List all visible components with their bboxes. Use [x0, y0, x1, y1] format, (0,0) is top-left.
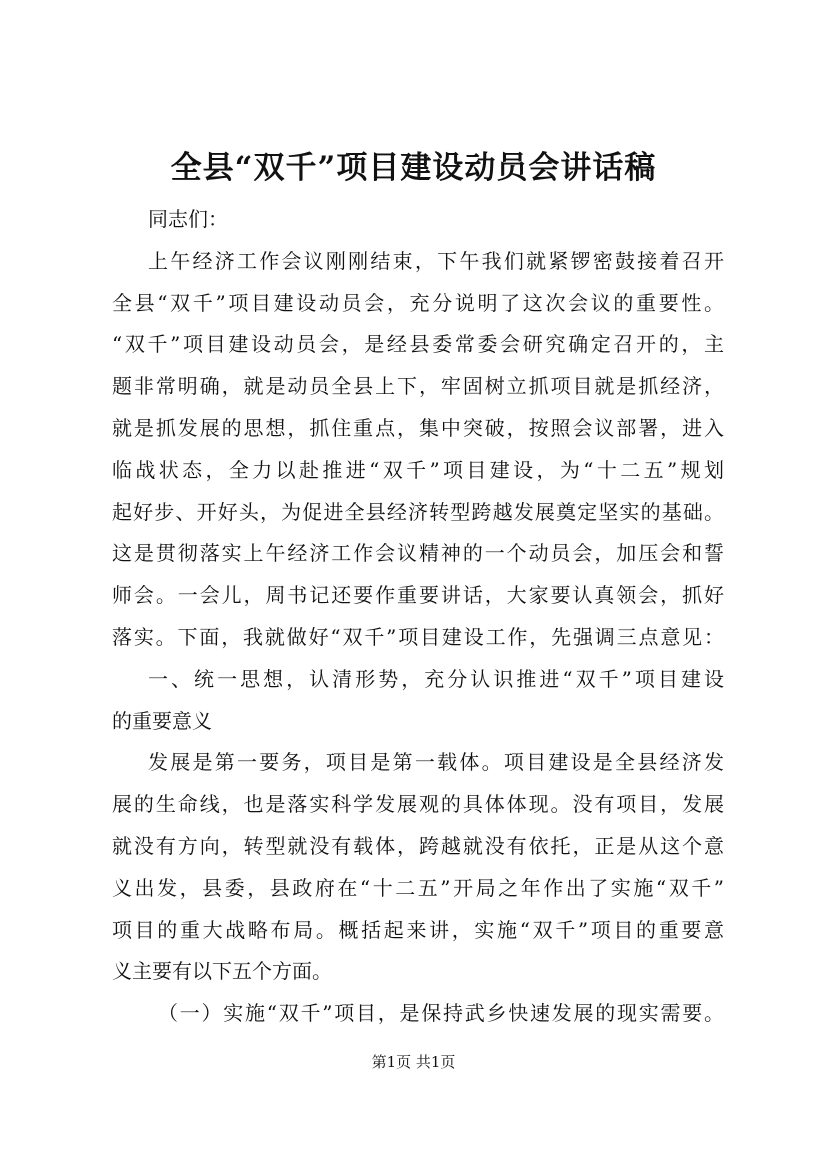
paragraph-line: 上午经济工作会议刚刚结束，下午我们就紧锣密鼓接着召开 [148, 248, 724, 273]
paragraph-line: 发展是第一要务，项目是第一载体。项目建设是全县经济发 [148, 750, 724, 775]
subsection-heading-line: （一）实施“双千”项目，是保持武乡快速发展的现实需要。 [158, 1001, 724, 1026]
paragraph-line: 师会。一会儿，周书记还要作重要讲话，大家要认真领会，抓好 [112, 583, 724, 608]
section-heading-line: 的重要意义 [112, 708, 212, 733]
page-footer: 第1页 共1页 [371, 1053, 456, 1071]
paragraph-line: 题非常明确，就是动员全县上下，牢固树立抓项目就是抓经济， [112, 374, 724, 399]
paragraph-line: 落实。下面，我就做好“双千”项目建设工作，先强调三点意见： [112, 624, 724, 649]
paragraph-line: 项目的重大战略布局。概括起来讲，实施“双千”项目的重要意 [112, 917, 724, 942]
paragraph-line: 展的生命线，也是落实科学发展观的具体体现。没有项目，发展 [112, 792, 724, 817]
section-heading-line: 一、统一思想，认清形势，充分认识推进“双千”项目建设 [148, 666, 724, 691]
paragraph-line: 临战状态，全力以赴推进“双千”项目建设，为“十二五”规划 [112, 457, 724, 482]
paragraph-line: 就没有方向，转型就没有载体，跨越就没有依托，正是从这个意 [112, 833, 724, 858]
document-body [112, 199, 724, 1035]
paragraph-line: 全县“双千”项目建设动员会，充分说明了这次会议的重要性。 [112, 290, 724, 315]
paragraph-line: 就是抓发展的思想，抓住重点，集中突破，按照会议部署，进入 [112, 415, 724, 440]
salutation: 同志们： [148, 207, 228, 231]
paragraph-line: 这是贯彻落实上午经济工作会议精神的一个动员会，加压会和誓 [112, 541, 724, 566]
paragraph-line: 义主要有以下五个方面。 [112, 959, 332, 984]
paragraph-line: “双千”项目建设动员会，是经县委常委会研究确定召开的，主 [112, 332, 724, 357]
paragraph-line: 起好步、开好头，为促进全县经济转型跨越发展奠定坚实的基础。 [112, 499, 724, 524]
document-title: 全县“双千”项目建设动员会讲话稿 [170, 150, 657, 186]
paragraph-line: 义出发，县委，县政府在“十二五”开局之年作出了实施“双千” [112, 875, 724, 900]
